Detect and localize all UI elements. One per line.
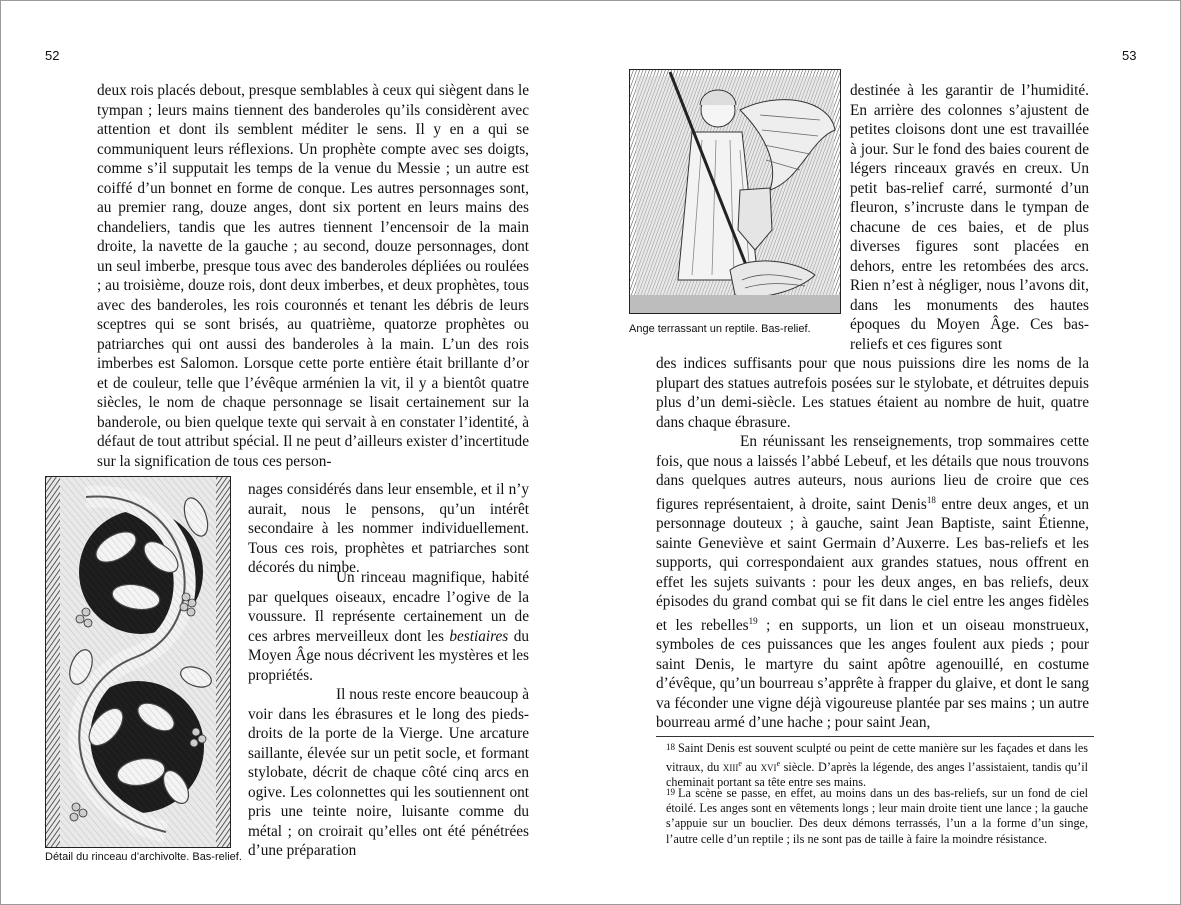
paragraph-2-part-3: ; en supports, un lion et un oiseau monstrueux, symboles de ces puissances que les anges foulent aux pieds ; pour saint Denis, le martyre du saint apôtre agenouillé, en costume d’évêque, qu’un bourreau s’apprête à frapper du glaive, et dont le sang va féconder une vigne déjà vigoureuse plantée par ses mains ; un autre bourreau armé d’une hache ; pour saint Jean,: [656, 616, 1089, 732]
angel-figure: [629, 69, 841, 314]
footnote-18-number: 18: [666, 742, 675, 752]
footnote-18-text-end: siècle. D’après la légende, des anges l’assistaient, tandis qu’il cheminait portant sa tête entre ses mains.: [666, 760, 1088, 790]
footnote-separator: [656, 736, 1094, 737]
century-13: xiii: [722, 760, 739, 775]
note-ref-19[interactable]: 19: [748, 615, 758, 626]
note-ref-18[interactable]: 18: [926, 494, 936, 505]
footnote-19-text: La scène se passe, en effet, au moins dans un des bas-reliefs, sur un fond de ciel étoilé. Les anges sont en vêtements longs ; leur main droite tient une lance ; la gauche s’appuie sur un bouclier. Des deux démons terrassés, l’un a la forme d’un singe, l’autre celle d’un reptile ; ils ne sont pas de taille à faire la moindre résistance.: [666, 786, 1088, 846]
left-top-paragraph: deux rois placés debout, presque semblables à ceux qui siègent dans le tympan ; leurs mains tiennent des banderoles qu’ils considèrent avec attention et dont ils semblent méditer le sens. Il y en a qui se communiquent leurs réflexions. Un prophète compte avec ses doigts, comme s’il supputait les temps de la venue du Messie ; un autre est coiffé d’un bonnet en forme de conque. Les autres personnages sont, au premier rang, douze anges, dont six portent en leurs mains des chandeliers, tandis que les autres tiennent l’encensoir de la main droite, la navette de la gauche ; au second, douze personnages, dont un seul imberbe, presque tous avec des banderoles dépliées ou roulées ; au troisième, douze rois, dont deux imberbes, et deux prophètes, tous avec des banderoles, les rois couronnés et tenant les débris de leurs sceptres qui se sont brisés, au quatrième, quatorze prophètes ou patriarches qui ont aussi des banderoles à la main. L’un des rois imberbes est Salomon. Lorsque cette porte entière était brillante d’or et de couleur, telle que l’évêque arménien la vit, il y a bientôt quatre siècles, le nom de chaque personnage se lisait certainement sur la banderole, ou bien quelque texte qui servait à en constater l’identité, à défaut de tout attribut spécial. Il ne peut d’ailleurs exister d’incertitude sur la signification de tous ces person-: [97, 82, 529, 470]
left-figure-caption: Détail du rinceau d’archivolte. Bas-relief.: [45, 851, 242, 863]
left-last-paragraph: Il nous reste encore beaucoup à voir dans les ébrasures et le long des pieds-droits de la porte de la Vierge. Une arcature saillante, élevée sur un petit socle, et formant stylobate, décrit de chaque côté cinq arcs en ogive. Les colonnettes qui les soutiennent ont pris une teinte noire, luisante comme du métal ; on croirait qu’elles ont été pénétrées d’une préparation: [248, 686, 529, 859]
right-paragraph-2: [656, 432, 1089, 733]
rinceau-figure: [45, 476, 231, 848]
footnote-19-number: 19: [666, 787, 675, 797]
paragraph-2-part-2: entre deux anges, et un personnage douteux ; à gauche, saint Jean Baptiste, saint Étienne, sainte Geneviève et saint Germain d’Auxerre. Les bas-reliefs et les supports, qui correspondaient aux grandes statues, nous offrent en effet les sujets suivants : pour les deux anges, en bas reliefs, deux épisodes du grand combat qui se fit dans le ciel entre les anges fidèles et les rebelles: [656, 495, 1089, 634]
rinceau-paragraph-start: Un rinceau magnifique, habité par quelques oiseaux, encadre l’ogive de la voussure. Il représente certainement un de ces arbres merveilleux dont les: [248, 569, 529, 645]
paragraph-2-part-1: En réunissant les renseignements, trop sommaires cette fois, que nous a laissés l’abbé Lebeuf, et les détails que nous trouvons dans quelques autres auteurs, nous aurions lieu de croire que ces figures représentaient, à droite, saint Denis: [656, 433, 1089, 513]
page-number-left: 52: [45, 48, 60, 63]
footnote-18: [656, 741, 1088, 791]
footnote-18-text-start: Saint Denis est souvent sculpté ou peint de cette manière sur les façades et dans les vitraux, du: [666, 741, 1088, 775]
rinceau-paragraph: [248, 568, 529, 685]
rinceau-engraving-icon: [46, 477, 230, 847]
century-13-suffix: e: [738, 759, 742, 769]
century-16: xvi: [760, 760, 777, 775]
right-wrap-paragraph: destinée à les garantir de l’humidité. En arrière des colonnes s’ajustent de petites cloisons dont une est travaillée à jour. Sur le fond des baies courent de légers rinceaux gravés en creux. Un petit bas-relief carré, surmonté d’un fleuron, s’incruste dans le tympan de chacune de ces baies, et de plus diverses figures sont placées en dehors, entre les retombées des arcs. Rien n’est à négliger, nous l’avons dit, dans les monuments des hautes époques du Moyen Âge. Ces bas-reliefs et ces figures sont: [850, 82, 1089, 353]
footnote-18-text-middle: au: [741, 760, 761, 775]
right-wrap-paragraph-end: des indices suffisants pour que nous puissions dire les noms de la plupart des statues autrefois posées sur le stylobate, et détruites depuis plus d’un demi-siècle. Les statues étaient au nombre de huit, quatre dans chaque ébrasure.: [656, 355, 1089, 431]
left-wrap-paragraph-end: nages considérés dans leur ensemble, et il n’y aurait, nous le pensons, qu’un intérêt secondaire à les nommer individuellement. Tous ces rois, prophètes et patriarches sont décorés du nimbe.: [248, 481, 529, 576]
rinceau-paragraph-end: du Moyen Âge nous décrivent les mystères et les propriétés.: [248, 627, 530, 684]
right-figure-caption: Ange terrassant un reptile. Bas-relief.: [629, 323, 811, 335]
bestiaires-italic: bestiaires: [449, 627, 509, 645]
footnote-19: [656, 786, 1088, 847]
angel-bas-relief-engraving-icon: [630, 70, 840, 313]
century-16-suffix: e: [776, 759, 781, 769]
page-number-right: 53: [1122, 48, 1137, 63]
